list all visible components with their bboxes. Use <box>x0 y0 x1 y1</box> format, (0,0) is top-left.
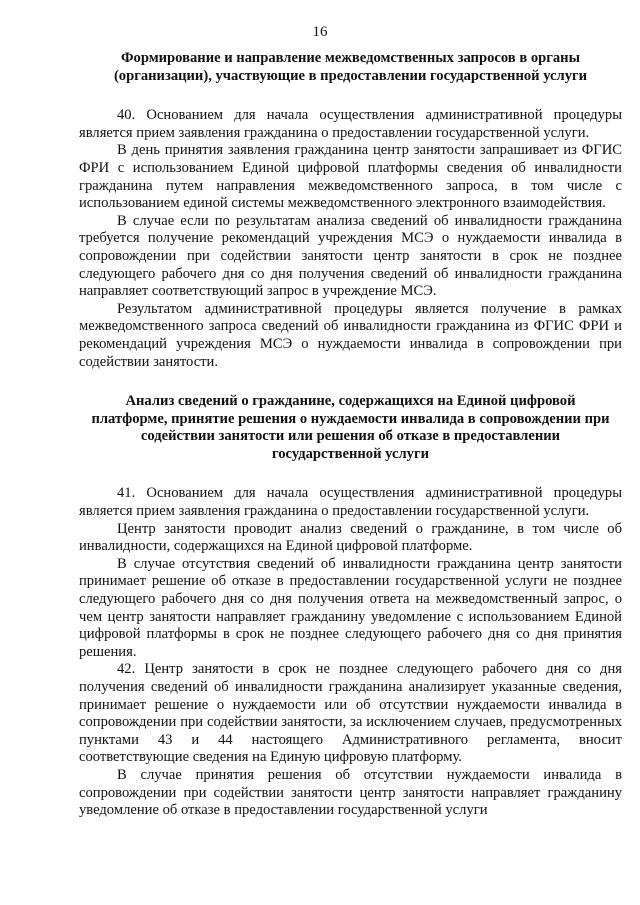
paragraph: 40. Основанием для начала осуществления административной процедуры является прием заявления гражданина о предоставлении государственной услуги. <box>79 107 622 141</box>
paragraph: В случае если по результатам анализа сведений об инвалидности гражданина требуется получение рекомендаций учреждения МСЭ о нуждаемости инвалида в сопровождении при содействии занятости центр занятости в срок не позднее следующего рабочего дня со дня получения сведений об инвалидности гражданина направляет соответствующий запрос в учреждение МСЭ. <box>79 212 622 300</box>
section-heading-interagency-requests: Формирование и направление межведомственных запросов в органы (организации), участвующие в предоставлении государственной услуги <box>113 50 588 84</box>
section-heading-analysis-decision: Анализ сведений о гражданине, содержащихся на Единой цифровой платформе, принятие решения о нуждаемости инвалида в сопровождении при содействии занятости или решения об отказе в предоставлении государственной услуги <box>91 393 610 462</box>
paragraph: В случае принятия решения об отсутствии нуждаемости инвалида в сопровождении при содействии занятости центр занятости направляет гражданину уведомление об отказе в предоставлении государственной услуги <box>79 766 622 819</box>
paragraph: 42. Центр занятости в срок не позднее следующего рабочего дня со дня получения сведений об инвалидности гражданина анализирует указанные сведения, принимает решение о нуждаемости или об отсутствии нуждаемости инвалида в сопровождении при содействии занятости, за исключением случаев, предусмотренных пунктами 43 и 44 настоящего Административного регламента, вносит соответствующие сведения на Единую цифровую платформу. <box>79 661 622 766</box>
paragraph: Результатом административной процедуры является получение в рамках межведомственного запроса сведений об инвалидности гражданина из ФГИС ФРИ и рекомендаций учреждения МСЭ о нуждаемости инвалида в сопровождении при содействии занятости. <box>79 300 622 370</box>
paragraph: В день принятия заявления гражданина центр занятости запрашивает из ФГИС ФРИ с использованием Единой цифровой платформы сведения об инвалидности гражданина путем направления межведомственного запроса, в том числе с использованием единой системы межведомственного электронного взаимодействия. <box>79 142 622 212</box>
page-number: 16 <box>312 24 328 40</box>
document-body <box>79 50 622 820</box>
paragraph: В случае отсутствия сведений об инвалидности гражданина центр занятости принимает решение об отказе в предоставлении государственной услуги не позднее следующего рабочего дня со дня получения ответа на межведомственный запрос, о чем центр занятости направляет гражданину уведомление с использованием Единой цифровой платформы в срок не позднее следующего рабочего дня со дня принятия решения. <box>79 555 622 660</box>
paragraph: Центр занятости проводит анализ сведений о гражданине, в том числе об инвалидности, содержащихся на Единой цифровой платформе. <box>79 520 622 555</box>
paragraph: 41. Основанием для начала осуществления административной процедуры является прием заявления гражданина о предоставлении государственной услуги. <box>79 485 622 520</box>
